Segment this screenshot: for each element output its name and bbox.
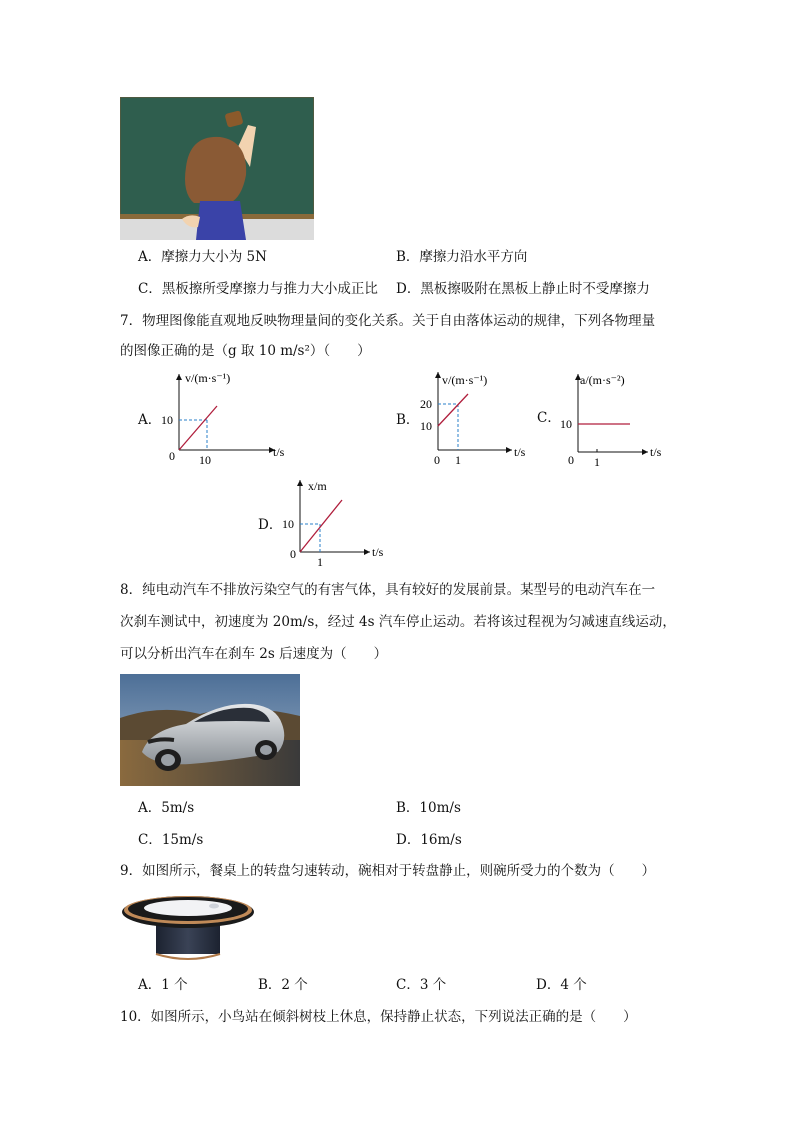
q7-b-xlabel: t/s (514, 445, 526, 459)
q7-d-xlabel: t/s (372, 545, 384, 559)
q7-c-origin: 0 (568, 453, 574, 467)
q7-c-ytick: 10 (560, 417, 572, 431)
q7-graph-b-option: B． (396, 412, 420, 428)
q7-b-ytick-low: 10 (420, 419, 432, 433)
q7-stem-line1: 7．物理图像能直观地反映物理量间的变化关系。关于自由落体运动的规律，下列各物理量 (120, 313, 656, 329)
q7-b-xtick: 1 (455, 453, 461, 467)
q7-c-ylabel: a/(m·s⁻²) (580, 373, 625, 387)
q7-a-ylabel: v/(m·s⁻¹) (185, 371, 231, 385)
electric-car-figure (120, 674, 300, 786)
q7-d-xtick: 1 (317, 555, 323, 569)
q7-graph-c (554, 366, 678, 470)
q9-stem: 9．如图所示，餐桌上的转盘匀速转动，碗相对于转盘静止，则碗所受力的个数为（ ） (120, 863, 656, 879)
q7-c-xlabel: t/s (650, 445, 662, 459)
turntable-figure (120, 892, 256, 962)
q8-option-c: C．15m/s (138, 832, 204, 848)
q7-stem-line2: 的图像正确的是（g 取 10 m/s²）（ ） (120, 343, 371, 359)
q7-b-ylabel: v/(m·s⁻¹) (442, 373, 488, 387)
q6-option-d: D．黑板擦吸附在黑板上静止时不受摩擦力 (396, 281, 650, 297)
q10-stem: 10．如图所示，小鸟站在倾斜树枝上休息，保持静止状态，下列说法正确的是（ ） (120, 1009, 637, 1025)
q7-a-ytick: 10 (161, 413, 173, 427)
q7-a-origin: 0 (169, 449, 175, 463)
q6-option-a: A．摩擦力大小为 5N (138, 249, 267, 265)
q8-stem-line1: 8．纯电动汽车不排放污染空气的有害气体，具有较好的发展前景。某型号的电动汽车在一 (120, 582, 656, 598)
q8-stem-line3: 可以分析出汽车在刹车 2s 后速度为（ ） (120, 646, 388, 662)
q7-b-origin: 0 (434, 453, 440, 467)
q9-option-b: B．2 个 (258, 977, 308, 993)
q9-option-a: A．1 个 (138, 977, 188, 993)
q7-c-xtick: 1 (594, 455, 600, 469)
q7-graph-d-option: D． (258, 517, 283, 533)
blackboard-figure (120, 97, 314, 240)
q9-option-c: C．3 个 (396, 977, 447, 993)
q7-graph-b (414, 366, 544, 470)
q6-option-b: B．摩擦力沿水平方向 (396, 249, 528, 265)
q7-d-ylabel: x/m (308, 479, 327, 493)
q7-graph-a-option: A． (138, 412, 162, 428)
q7-a-xtick: 10 (199, 453, 211, 467)
q7-d-ytick: 10 (282, 517, 294, 531)
q9-option-d: D．4 个 (536, 977, 587, 993)
q7-a-xlabel: t/s (273, 445, 285, 459)
q8-option-b: B．10m/s (396, 800, 461, 816)
q8-option-d: D．16m/s (396, 832, 462, 848)
q7-graph-d (276, 474, 396, 570)
q7-graph-a (155, 368, 295, 468)
q6-option-c: C．黑板擦所受摩擦力与推力大小成正比 (138, 281, 378, 297)
q7-graph-c-option: C． (537, 410, 561, 426)
q8-stem-line2: 次刹车测试中，初速度为 20m/s，经过 4s 汽车停止运动。若将该过程视为匀减速直线运动， (120, 614, 676, 630)
q7-d-origin: 0 (290, 547, 296, 561)
q7-b-ytick-high: 20 (420, 397, 432, 411)
q8-option-a: A．5m/s (138, 800, 195, 816)
